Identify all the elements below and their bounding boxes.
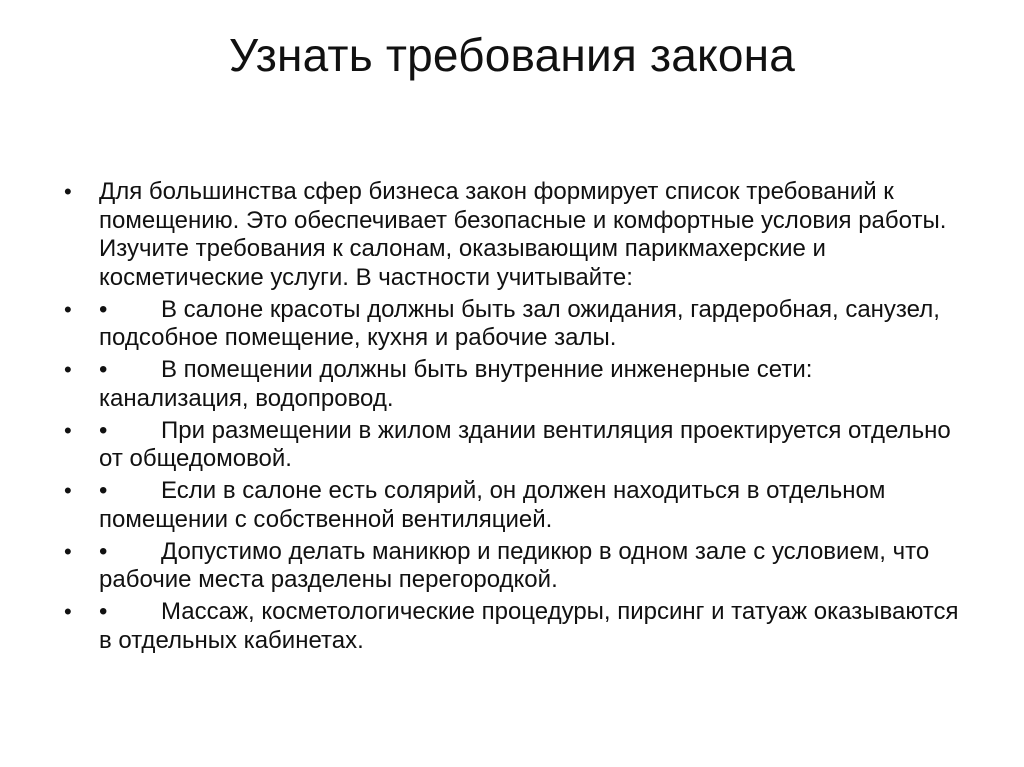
bullet-marker: • xyxy=(64,296,72,322)
list-item-text: При размещении в жилом здании вентиляция проектируется отдельно от общедомовой. xyxy=(99,416,951,472)
list-item-text: В салоне красоты должны быть зал ожидания, гардеробная, санузел, подсобное помещение, кухня и рабочие залы. xyxy=(99,295,940,351)
list-item xyxy=(64,296,964,353)
sub-bullet-marker: • xyxy=(99,356,108,383)
list-item xyxy=(64,538,964,595)
list-item xyxy=(64,598,964,655)
list-item-text: В помещении должны быть внутренние инженерные сети: канализация, водопровод. xyxy=(99,356,813,412)
list-item-text: Если в салоне есть солярий, он должен находиться в отдельном помещении с собственной вентиляцией. xyxy=(99,477,886,533)
bullet-marker: • xyxy=(64,417,72,443)
bullet-marker: • xyxy=(64,599,72,624)
list-item xyxy=(64,356,964,413)
sub-bullet-marker: • xyxy=(99,477,108,504)
bullet-list xyxy=(64,178,964,659)
list-item xyxy=(64,178,964,292)
list-item-text: Для большинства сфер бизнеса закон формирует список требований к помещению. Это обеспечивает безопасные и комфортные условия работы. Изучите требования к салонам, оказывающим парикмахерские и косметические услуги. В частности учитывайте: xyxy=(99,178,947,291)
list-item xyxy=(64,417,964,474)
bullet-marker: • xyxy=(64,179,72,204)
bullet-marker: • xyxy=(64,478,72,503)
bullet-marker: • xyxy=(64,357,72,382)
sub-bullet-marker: • xyxy=(99,416,108,444)
list-item-text: Допустимо делать маникюр и педикюр в одном зале с условием, что рабочие места разделены перегородкой. xyxy=(99,537,930,593)
list-item xyxy=(64,477,964,534)
bullet-marker: • xyxy=(64,538,72,564)
sub-bullet-marker: • xyxy=(99,537,108,565)
sub-bullet-marker: • xyxy=(99,295,108,323)
slide-title: Узнать требования закона xyxy=(228,29,796,81)
list-item-text: Массаж, косметологические процедуры, пирсинг и татуаж оказываются в отдельных кабинетах. xyxy=(99,598,959,654)
sub-bullet-marker: • xyxy=(99,598,108,625)
